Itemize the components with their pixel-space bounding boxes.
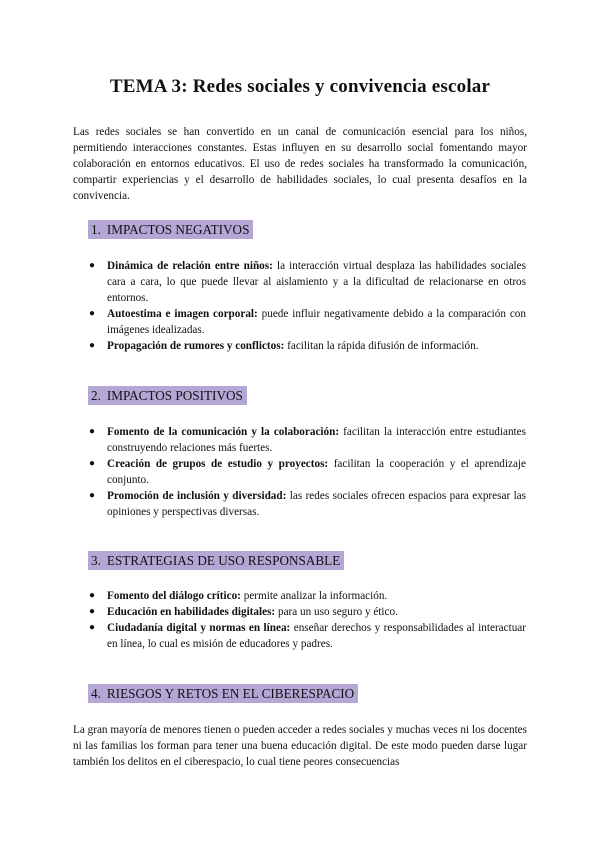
item-text: las redes sociales ofrecen espacios para expresar las opiniones y perspectivas diversas. — [107, 490, 526, 518]
section-heading-3 — [88, 551, 344, 570]
item-text: permite analizar la información. — [240, 590, 388, 602]
bullet-icon: ● — [89, 622, 96, 633]
section-number: 3. — [91, 553, 101, 568]
bullet-icon: ● — [89, 308, 96, 319]
item-term: Promoción de inclusión y diversidad: — [107, 490, 287, 502]
item-text: la interacción virtual desplaza las habilidades sociales cara a cara, lo que puede llevar al aislamiento y a la dificultad de relacionarse en otros entornos. — [107, 260, 526, 304]
item-term: Fomento del diálogo crítico: — [107, 590, 241, 602]
intro-paragraph: Las redes sociales se han convertido en un canal de comunicación esencial para los niños, permitiendo interacciones constantes. Estas influyen en su desarrollo social fomentando mayor colaboración en entornos educativos. El uso de redes sociales ha transformado la comunicación, compartir experiencias y el desarrollo de habilidades sociales, lo cual presenta desafíos en la convivencia. — [73, 126, 527, 202]
item-text: para un uso seguro y ético. — [275, 606, 398, 618]
bullet-list-3 — [88, 588, 526, 652]
item-term: Educación en habilidades digitales: — [107, 606, 276, 618]
item-term: Creación de grupos de estudio y proyectos: — [107, 458, 329, 470]
list-item — [88, 456, 526, 488]
section-number: 1. — [91, 222, 101, 237]
bullet-icon: ● — [89, 490, 96, 501]
item-term: Autoestima e imagen corporal: — [107, 308, 258, 320]
bullet-icon: ● — [89, 458, 96, 469]
closing-paragraph: La gran mayoría de menores tienen o pueden acceder a redes sociales y muchas veces ni los docentes ni las familias los forman para tener una buena educación digital. De este modo pueden darse lugar también los delitos en el ciberespacio, lo cual tiene peores consecuencias — [73, 724, 527, 768]
section-title: IMPACTOS POSITIVOS — [106, 388, 243, 403]
item-text: facilitan la interacción entre estudiantes construyendo relaciones más fuertes. — [107, 426, 526, 454]
section-number: 4. — [91, 686, 101, 701]
section-heading-1 — [88, 220, 253, 239]
list-item — [88, 588, 526, 604]
bullet-list-1 — [88, 258, 526, 354]
section-title: ESTRATEGIAS DE USO RESPONSABLE — [106, 553, 341, 568]
list-item — [88, 604, 526, 620]
list-item — [88, 424, 526, 456]
item-term: Fomento de la comunicación y la colaboración: — [107, 426, 340, 438]
item-term: Dinámica de relación entre niños: — [107, 260, 273, 272]
item-term: Ciudadanía digital y normas en línea: — [107, 622, 291, 634]
item-text: facilitan la rápida difusión de información. — [284, 340, 479, 352]
section-title: RIESGOS Y RETOS EN EL CIBERESPACIO — [106, 686, 355, 701]
item-term: Propagación de rumores y conflictos: — [107, 340, 285, 352]
list-item — [88, 338, 526, 354]
list-item — [88, 620, 526, 652]
section-title: IMPACTOS NEGATIVOS — [106, 222, 250, 237]
bullet-icon: ● — [89, 260, 96, 271]
bullet-list-2 — [88, 424, 526, 520]
section-heading-2 — [88, 386, 247, 405]
list-item — [88, 306, 526, 338]
list-item — [88, 488, 526, 520]
section-heading-4 — [88, 684, 358, 703]
bullet-icon: ● — [89, 606, 96, 617]
bullet-icon: ● — [89, 426, 96, 437]
bullet-icon: ● — [89, 340, 96, 351]
bullet-icon: ● — [89, 590, 96, 601]
item-text: facilitan la cooperación y el aprendizaje conjunto. — [107, 458, 527, 486]
page-title: TEMA 3: Redes sociales y convivencia escolar — [109, 76, 491, 97]
list-item — [88, 258, 526, 306]
item-text: enseñar derechos y responsabilidades al interactuar en línea, lo cual es misión de educadores y padres. — [107, 622, 526, 650]
section-number: 2. — [91, 388, 101, 403]
item-text: puede influir negativamente debido a la comparación con imágenes idealizadas. — [107, 308, 526, 336]
